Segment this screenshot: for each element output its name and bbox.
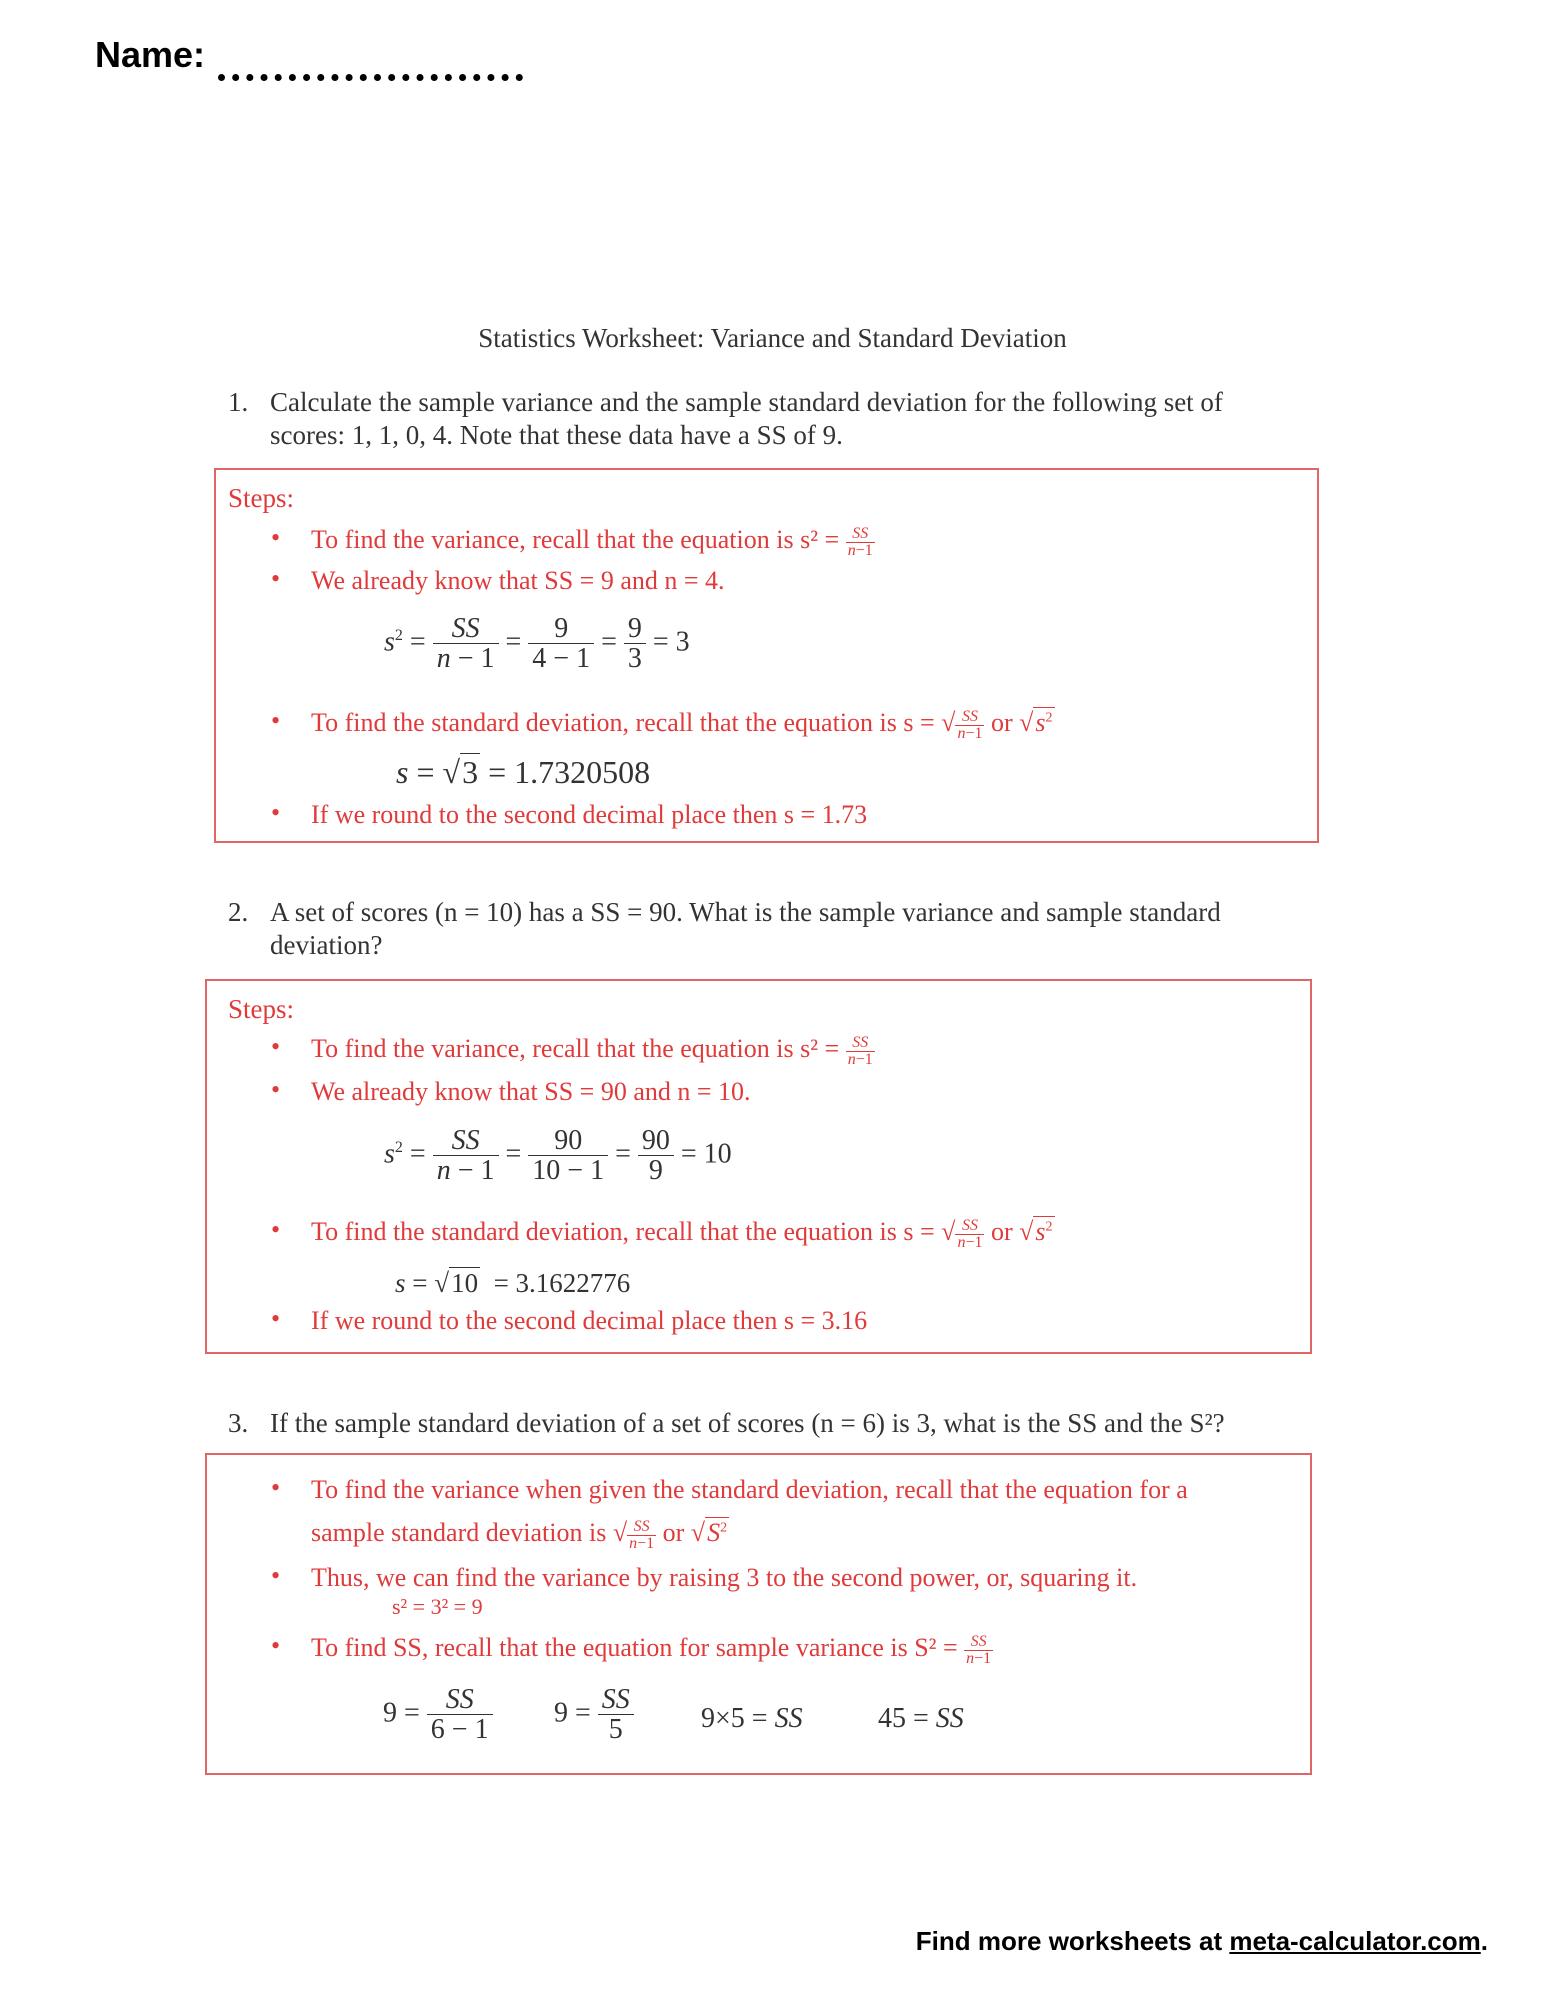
worksheet-title: Statistics Worksheet: Variance and Standard Deviation: [478, 323, 1067, 353]
question-2: [228, 896, 1268, 966]
step-text: sample standard deviation is: [311, 1518, 607, 1547]
answer-box-2: [205, 979, 1312, 1354]
step-item: • If we round to the second decimal place then s = 3.16: [271, 1304, 868, 1335]
question-text: Calculate the sample variance and the sample standard deviation for the following set of scores: 1, 1, 0, 4. Note that these data have a SS of 9.: [270, 387, 1223, 450]
name-label: Name:: [95, 34, 206, 75]
step-text: We already know that SS = 9 and n = 4.: [311, 566, 725, 595]
step-item: • To find the variance, recall that the equation is s² = $\frac{SS}{n-1}$: [271, 523, 873, 559]
name-blank-line: [218, 74, 523, 81]
variance-equation: $s^2$ = $\frac{SS}{n - 1}$ = $\frac{90}{10 - 1}$ = $\frac{90}{9}$ = 10: [384, 1125, 732, 1187]
step-text: To find the standard deviation, recall that the equation is s =: [311, 708, 935, 737]
step-text: Thus, we can find the variance by raising 3 to the second power, or, squaring it.: [311, 1563, 1138, 1592]
step-item: • We already know that SS = 90 and n = 10.: [271, 1075, 751, 1106]
step-item: • To find the variance when given the standard deviation, recall that the equation for a: [271, 1473, 1188, 1504]
question-number: 2.: [228, 897, 249, 927]
question-text: If the sample standard deviation of a set of scores (n = 6) is 3, what is the SS and the S²?: [270, 1408, 1225, 1438]
footer-text: Find more worksheets at: [915, 1926, 1230, 1956]
question-1: [228, 386, 1268, 456]
ss-equation-3: 9×5 = SS: [701, 1703, 803, 1734]
step-item: • We already know that SS = 9 and n = 4.: [271, 564, 725, 595]
ss-equation-1: 9 = $\frac{SS}{6 - 1}$: [383, 1685, 493, 1745]
step-item: • To find the standard deviation, recall that the equation is s = √ $\frac{SS}{n-1}$ or $√s^2$: [271, 706, 1053, 742]
step-text: To find the variance, recall that the equation is s² =: [311, 525, 840, 554]
answer-box-3: [205, 1453, 1312, 1775]
ss-equation-4: 45 = SS: [878, 1703, 964, 1734]
footer-period: .: [1480, 1926, 1488, 1956]
ss-equation-2: 9 = $\frac{SS}{5}$: [554, 1685, 634, 1745]
variance-from-sd: s² = 3² = 9: [392, 1594, 483, 1619]
answer-box-1: [214, 468, 1319, 843]
steps-label: Steps:: [228, 994, 295, 1024]
footer-link[interactable]: meta-calculator.com: [1229, 1926, 1481, 1956]
step-text: To find SS, recall that the equation for sample variance is S² =: [311, 1633, 958, 1662]
step-item: • To find SS, recall that the equation for sample variance is S² = $\frac{SS}{n-1}$: [271, 1631, 992, 1667]
step-item: • To find the standard deviation, recall that the equation is s = √ $\frac{SS}{n-1}$ or $√s^2$: [271, 1215, 1053, 1251]
question-text: A set of scores (n = 10) has a SS = 90. What is the sample variance and sample standard deviation?: [270, 897, 1221, 960]
step-text: If we round to the second decimal place then s = 3.16: [311, 1306, 868, 1335]
step-item-continued: sample standard deviation is √ $\frac{SS}{n-1}$ or $√S^2$: [311, 1517, 728, 1552]
question-number: 3.: [228, 1408, 249, 1438]
footer-note: [916, 1926, 1488, 1957]
sd-equation: s = √10 = 3.1622776: [395, 1268, 631, 1298]
steps-label: Steps:: [228, 483, 295, 513]
step-item: • To find the variance, recall that the equation is s² = $\frac{SS}{n-1}$: [271, 1032, 873, 1068]
question-number: 1.: [228, 387, 249, 417]
step-text: To find the standard deviation, recall that the equation is s =: [311, 1217, 935, 1246]
step-text: To find the variance when given the standard deviation, recall that the equation for a: [311, 1475, 1188, 1504]
step-text: We already know that SS = 90 and n = 10.: [311, 1077, 751, 1106]
step-text: To find the variance, recall that the equation is s² =: [311, 1034, 840, 1063]
step-item: • If we round to the second decimal place then s = 1.73: [271, 798, 868, 829]
sd-equation: s = √3 = 1.7320508: [396, 754, 651, 790]
question-3: [228, 1407, 1268, 1443]
step-item: • Thus, we can find the variance by raising 3 to the second power, or, squaring it.: [271, 1561, 1138, 1592]
variance-equation: $s^2$ = $\frac{SS}{n - 1}$ = $\frac{9}{4 - 1}$ = $\frac{9}{3}$ = 3: [384, 613, 690, 675]
step-text: If we round to the second decimal place then s = 1.73: [311, 800, 868, 829]
